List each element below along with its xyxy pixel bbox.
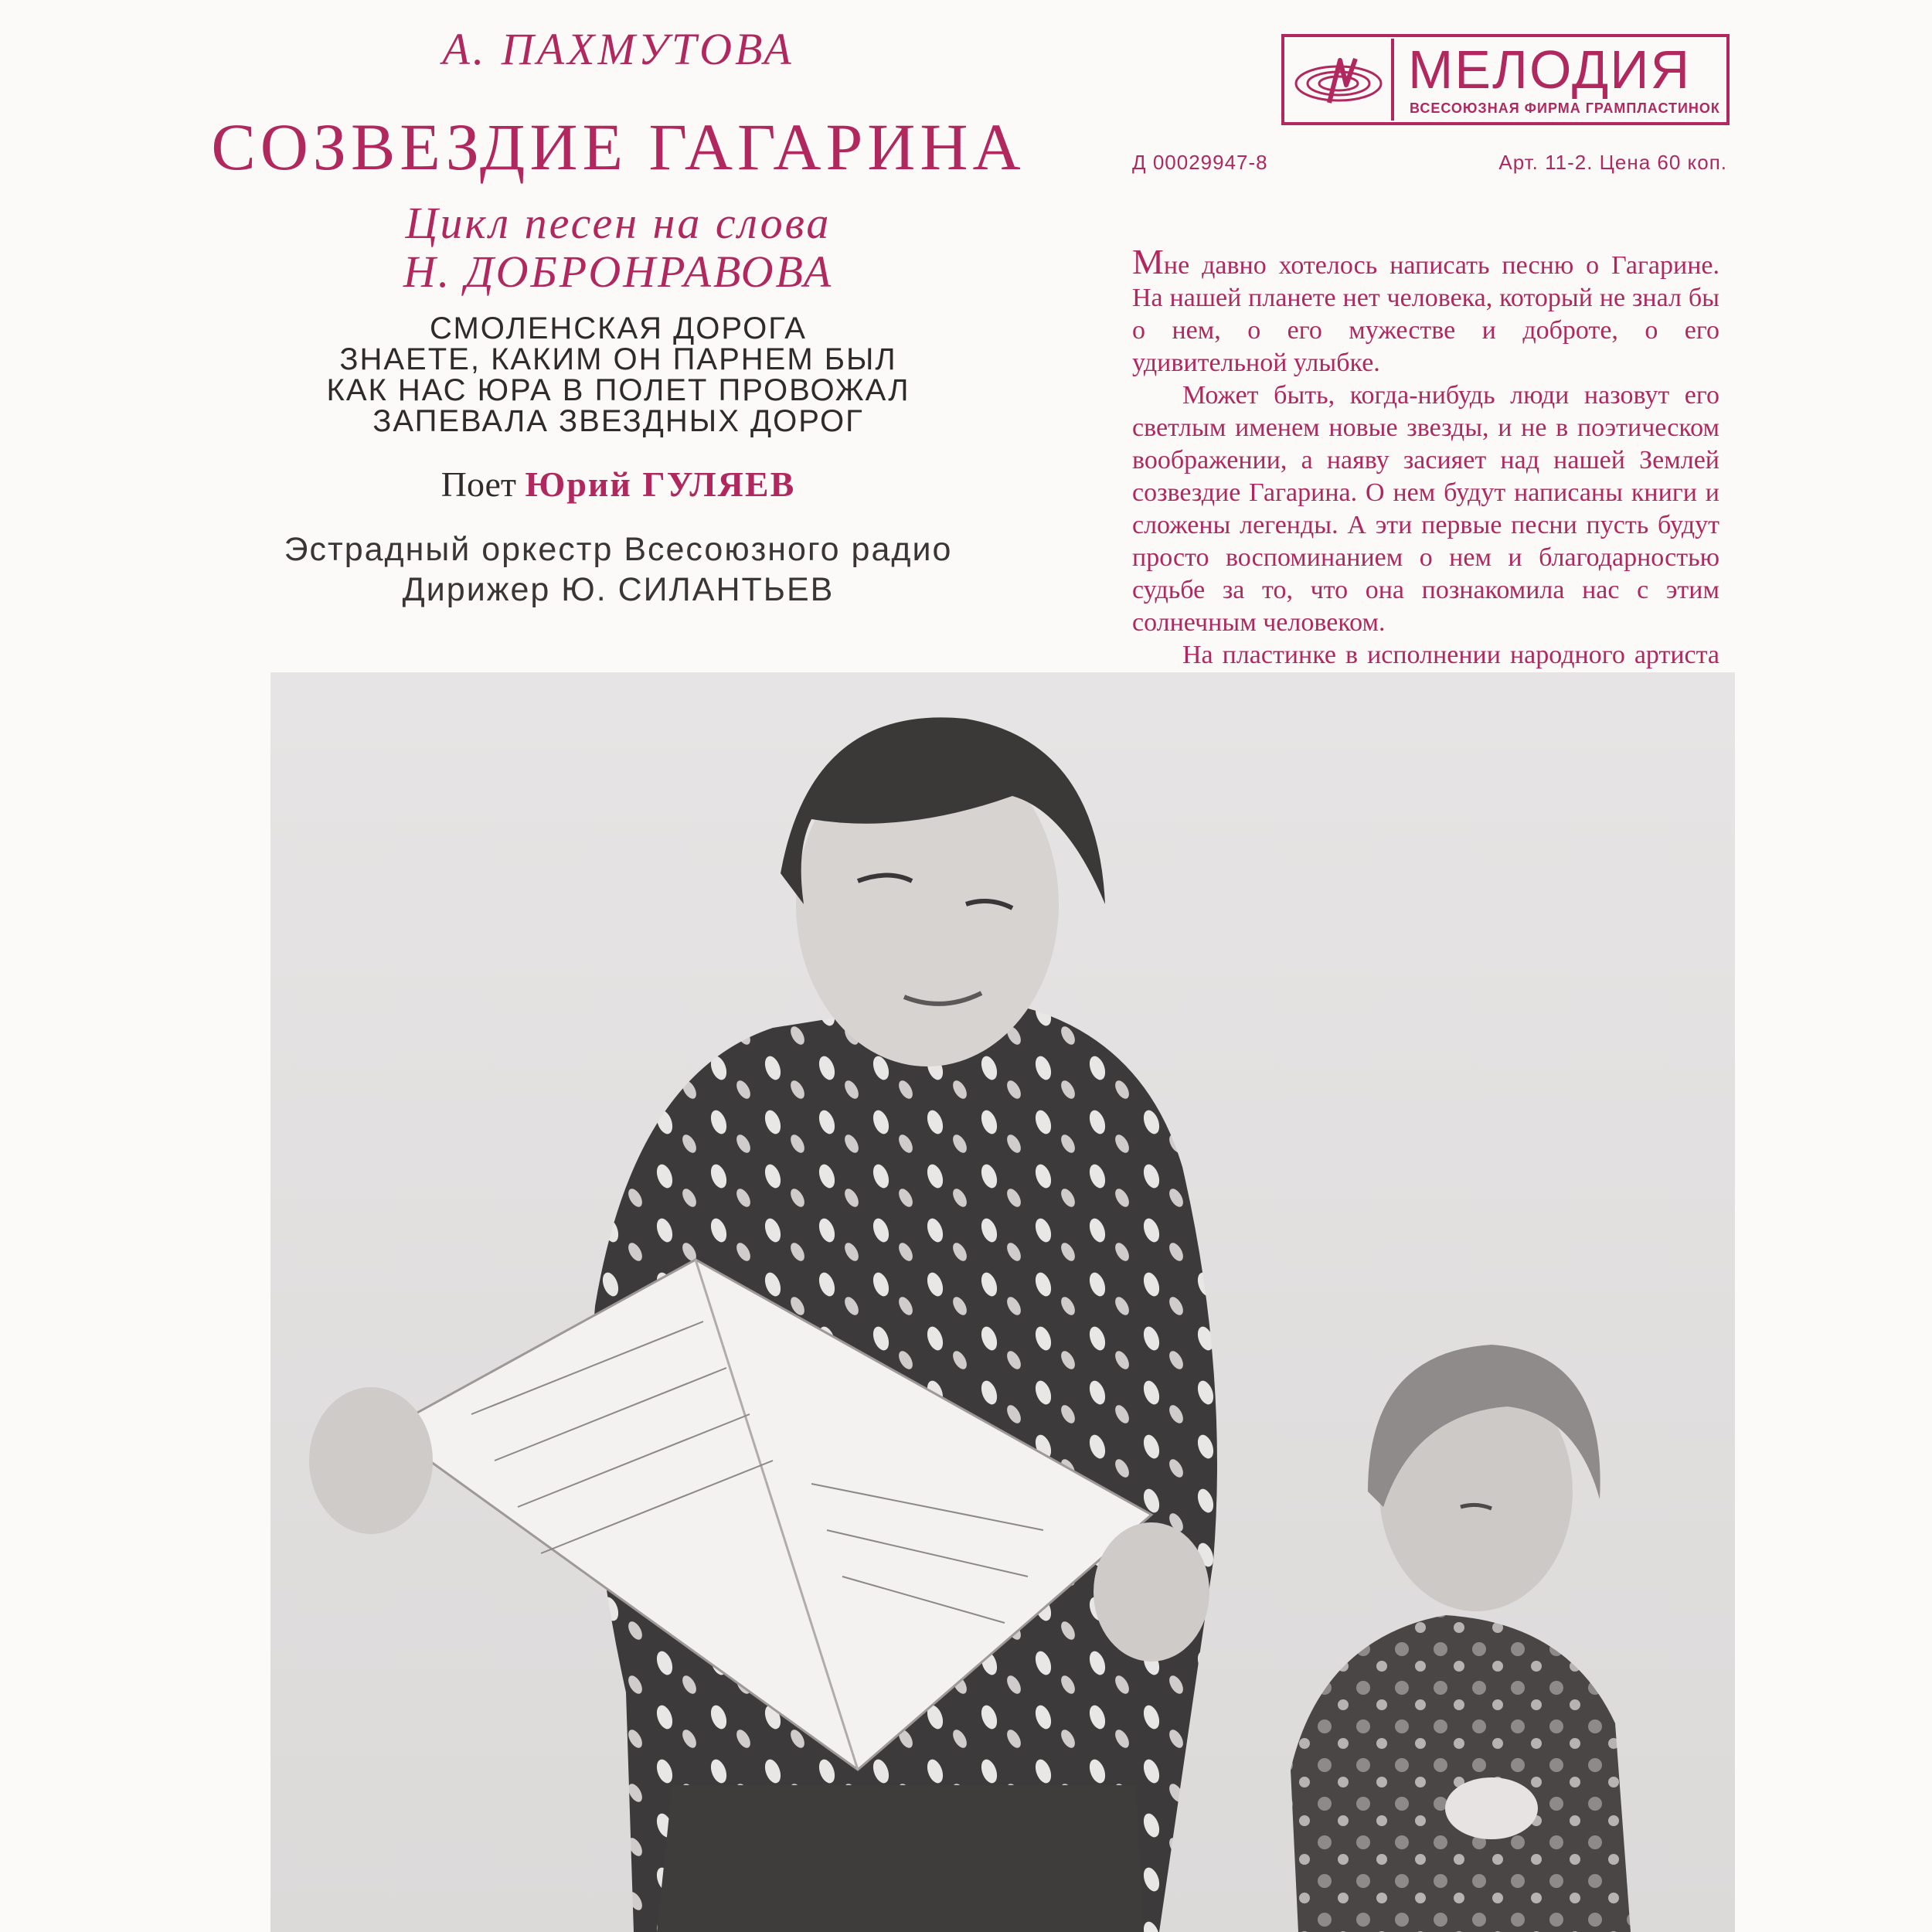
melodiya-logo	[1281, 34, 1730, 125]
song-list	[193, 313, 1043, 437]
conductor-name: Дирижер Ю. СИЛАНТЬЕВ	[402, 571, 835, 608]
song-item: СМОЛЕНСКАЯ ДОРОГА	[430, 311, 807, 345]
price-info: Арт. 11-2. Цена 60 коп.	[1498, 151, 1727, 174]
subtitle-line-1: Цикл песен на слова	[405, 198, 832, 248]
record-emblem-icon	[1284, 37, 1396, 122]
drop-cap: М	[1132, 242, 1164, 281]
orchestra-name: Эстрадный оркестр Всесоюзного радио	[284, 531, 953, 568]
song-item: ЗНАЕТЕ, КАКИМ ОН ПАРНЕМ БЫЛ	[339, 342, 897, 376]
logo-subtitle: ВСЕСОЮЗНАЯ ФИРМА ГРАМПЛАСТИНОК	[1410, 100, 1720, 116]
song-item: КАК НАС ЮРА В ПОЛЕТ ПРОВОЖАЛ	[326, 373, 910, 407]
orchestra-credit	[193, 529, 1043, 610]
singer-composer-photo	[270, 672, 1735, 1932]
song-item: ЗАПЕВАЛА ЗВЕЗДНЫХ ДОРОГ	[372, 404, 864, 438]
paragraph-1-text: не давно хотелось написать песню о Гагарине. На нашей планете нет человека, который не знал бы о нем, о его мужестве и доброте, о его удивительной улыбке.	[1132, 251, 1719, 377]
catalog-number: Д 00029947-8	[1132, 151, 1268, 174]
paragraph-1	[1132, 242, 1719, 379]
singer-name: Юрий ГУЛЯЕВ	[525, 464, 796, 504]
singer-credit	[193, 464, 1043, 505]
paragraph-3: На пластинке в исполнении народного артиста	[1182, 641, 1719, 669]
subtitle-line-2: Н. ДОБРОНРАВОВА	[403, 247, 834, 297]
composer-name: А. ПАХМУТОВА	[442, 24, 794, 74]
paragraph-2: Может быть, когда-нибудь люди назовут его светлым именем новые звезды, и не в поэтическом воображении, а наяву засияет над нашей Землей созвездие Гагарина. О нем будут написаны книги и сложены легенды. А эти первые песни пусть будут просто воспоминанием о нем и благодарностью судьбе за то, что она познакомила нас с этим солнечным человеком.	[1132, 381, 1719, 637]
singer-prefix: Поет	[440, 464, 517, 504]
logo-name: МЕЛОДИЯ	[1408, 39, 1692, 100]
album-title: СОЗВЕЗДИЕ ГАГАРИНА	[211, 110, 1026, 184]
